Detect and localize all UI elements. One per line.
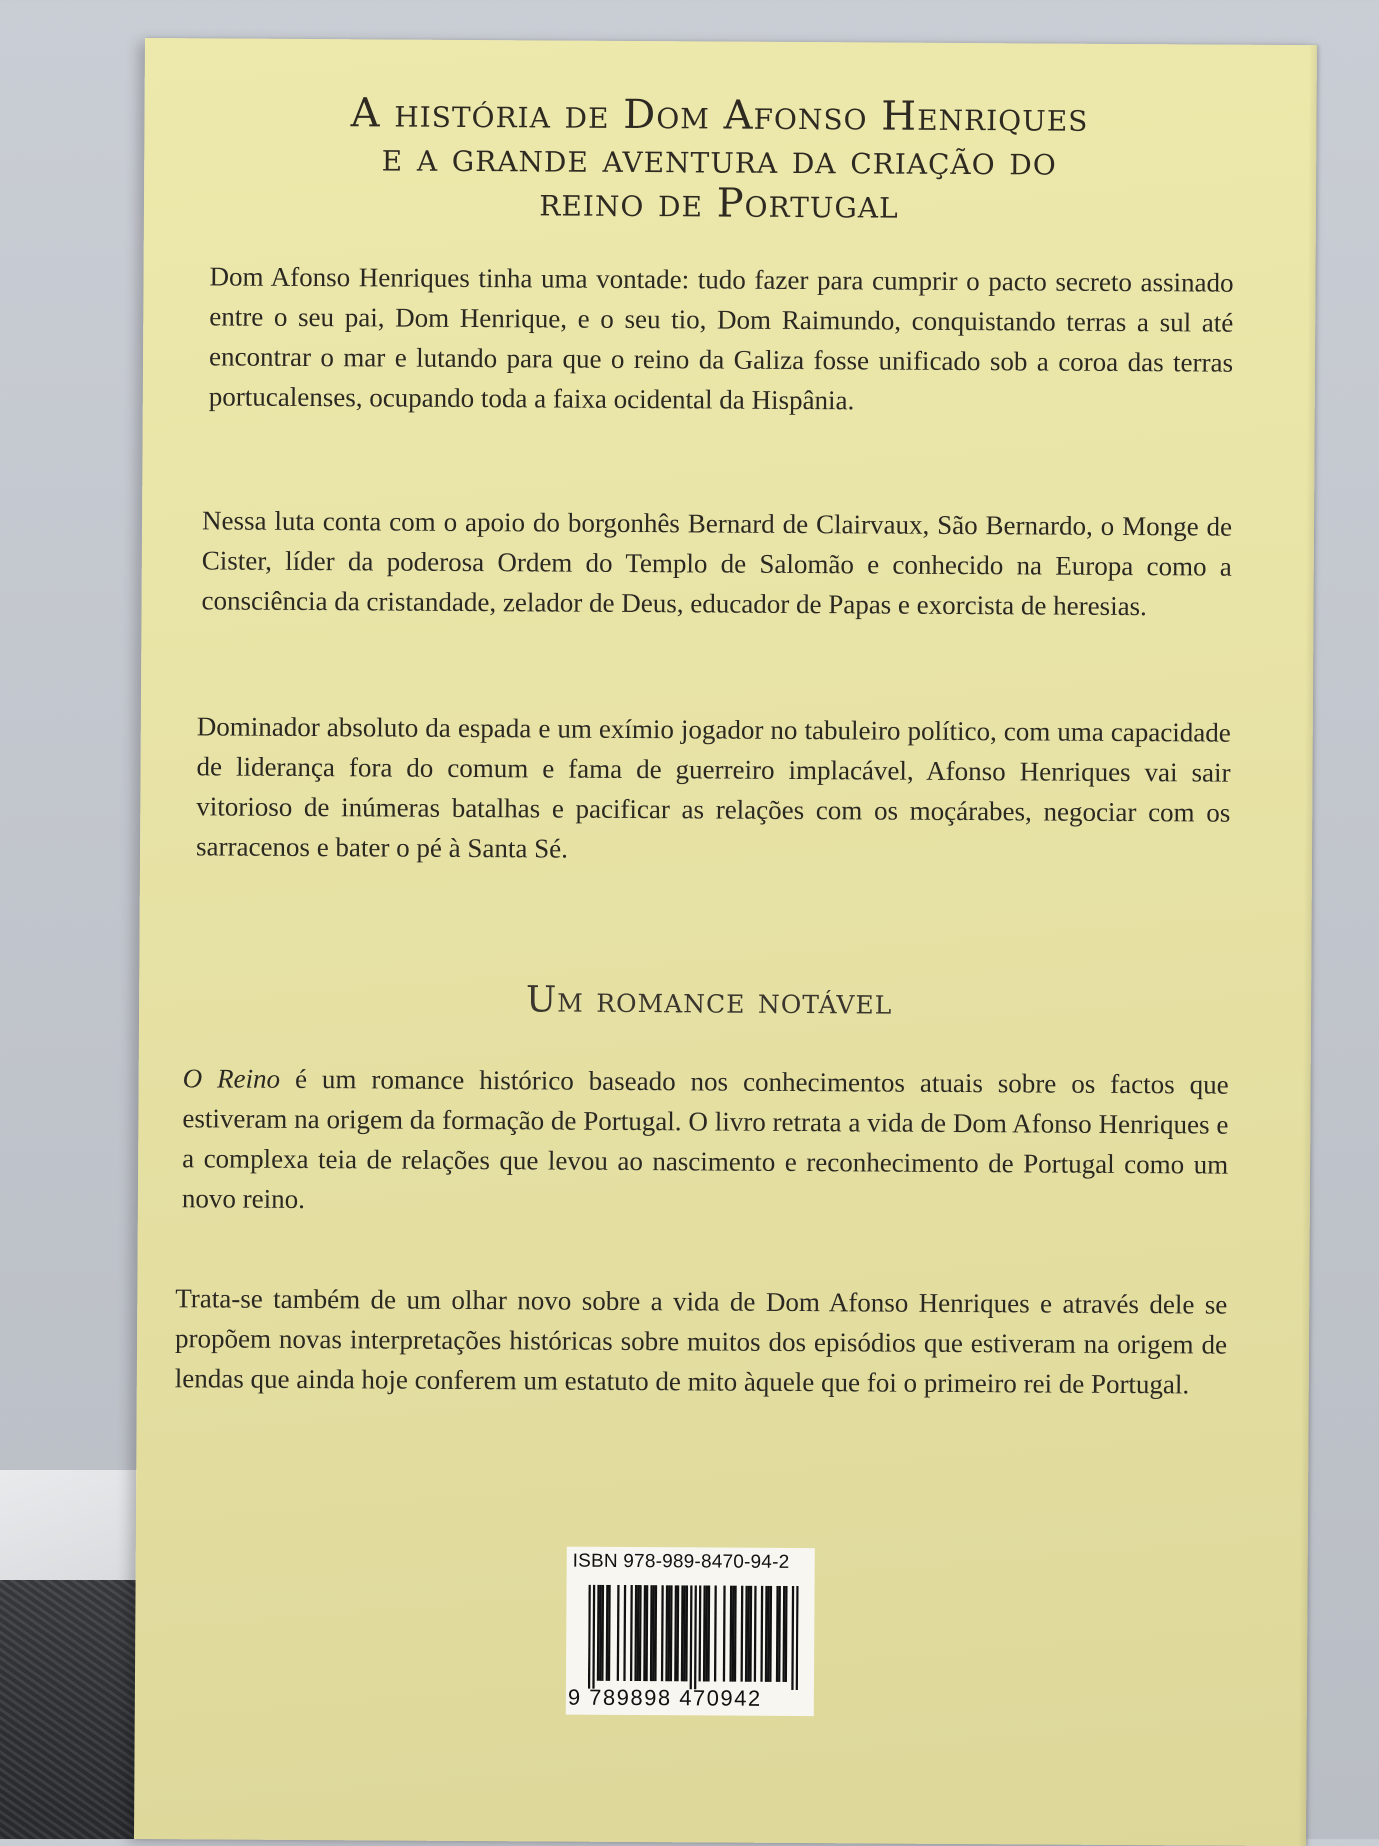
back-cover-headline — [204, 90, 1235, 228]
headline-line-1: A história de Dom Afonso Henriques — [350, 90, 1089, 141]
barcode-bar — [623, 1585, 626, 1681]
synopsis-paragraph-1: Dom Afonso Henriques tinha uma vontade: tudo fazer para cumprir o pacto secreto assinado entre o seu pai, Dom Henrique, e o seu tio, Dom Raimundo, conquistando terras a sul até encontrar o mar e lutando para que o reino da Galiza fosse unificado sob a coroa das terras portucalenses, ocupando toda a faixa ocidental da Hispânia. — [208, 261, 1234, 416]
barcode-bar — [694, 1585, 697, 1689]
book-edge-shadow — [1298, 45, 1317, 1846]
synopsis-paragraph-3: Dominador absoluto da espada e um exímio jogador no tabuleiro político, com uma capacidade de liderança fora do comum e fama de guerreiro implacável, Afonso Henriques vai sair vitorioso de inúmeras batalhas e pacificar as relações com os moçárabes, negociar com os sarracenos e bater o pé à Santa Sé. — [195, 711, 1231, 864]
barcode-bar — [740, 1586, 743, 1682]
book-title-italic: O Reino — [182, 1063, 281, 1094]
barcode-bar — [690, 1585, 693, 1689]
barcode-bar — [796, 1586, 799, 1690]
barcode-bar — [760, 1586, 763, 1682]
headline-line-2: e a grande aventura da criação do — [381, 134, 1057, 185]
barcode-bar — [714, 1586, 717, 1682]
barcode-bar — [630, 1585, 633, 1681]
synopsis-paragraph-5: Trata-se também de um olhar novo sobre a vida de Dom Afonso Henriques e através dele se propõem novas interpretações históricas sobre muitos dos episódios que estiveram na origem de lendas que ainda hoje conferem um estatuto de mito àquele que foi o primeiro rei de Portugal. — [174, 1283, 1228, 1400]
book-back-cover — [134, 38, 1317, 1846]
barcode-bars — [588, 1585, 799, 1690]
barcode-digits: 9 789898 470942 — [567, 1684, 762, 1711]
barcode-bar — [698, 1585, 701, 1681]
barcode-bar — [791, 1586, 794, 1690]
barcode-bar — [723, 1586, 726, 1682]
paragraph-4-text: é um romance histórico baseado nos conhecimentos atuais sobre os factos que estiveram na origem da formação de Portugal. O livro retrata a vida de Dom Afonso Henriques e a complexa teia de relações que levou ao nascimento e reconhecimento de Portugal como um novo reino. — [181, 1063, 1229, 1214]
synopsis-paragraph-4 — [182, 1058, 1229, 1224]
section-subheading: Um romance notável — [525, 979, 893, 1023]
barcode-bar — [592, 1585, 595, 1689]
synopsis-paragraph-2: Nessa luta conta com o apoio do borgonhês Bernard de Clairvaux, São Bernardo, o Monge de Cister, líder da poderosa Ordem do Templo de Salomão e conhecido na Europa como a consciência da cristandade, zelador de Deus, educador de Papas e exorcista de heresias. — [201, 505, 1233, 622]
barcode-bar — [661, 1585, 664, 1681]
headline-line-3: reino de Portugal — [539, 179, 899, 228]
barcode-bar — [617, 1585, 620, 1681]
barcode-bar — [588, 1585, 591, 1689]
isbn-barcode-block — [566, 1547, 815, 1717]
barcode-bar — [754, 1586, 757, 1682]
isbn-label: ISBN 978-989-8470-94-2 — [572, 1550, 790, 1573]
